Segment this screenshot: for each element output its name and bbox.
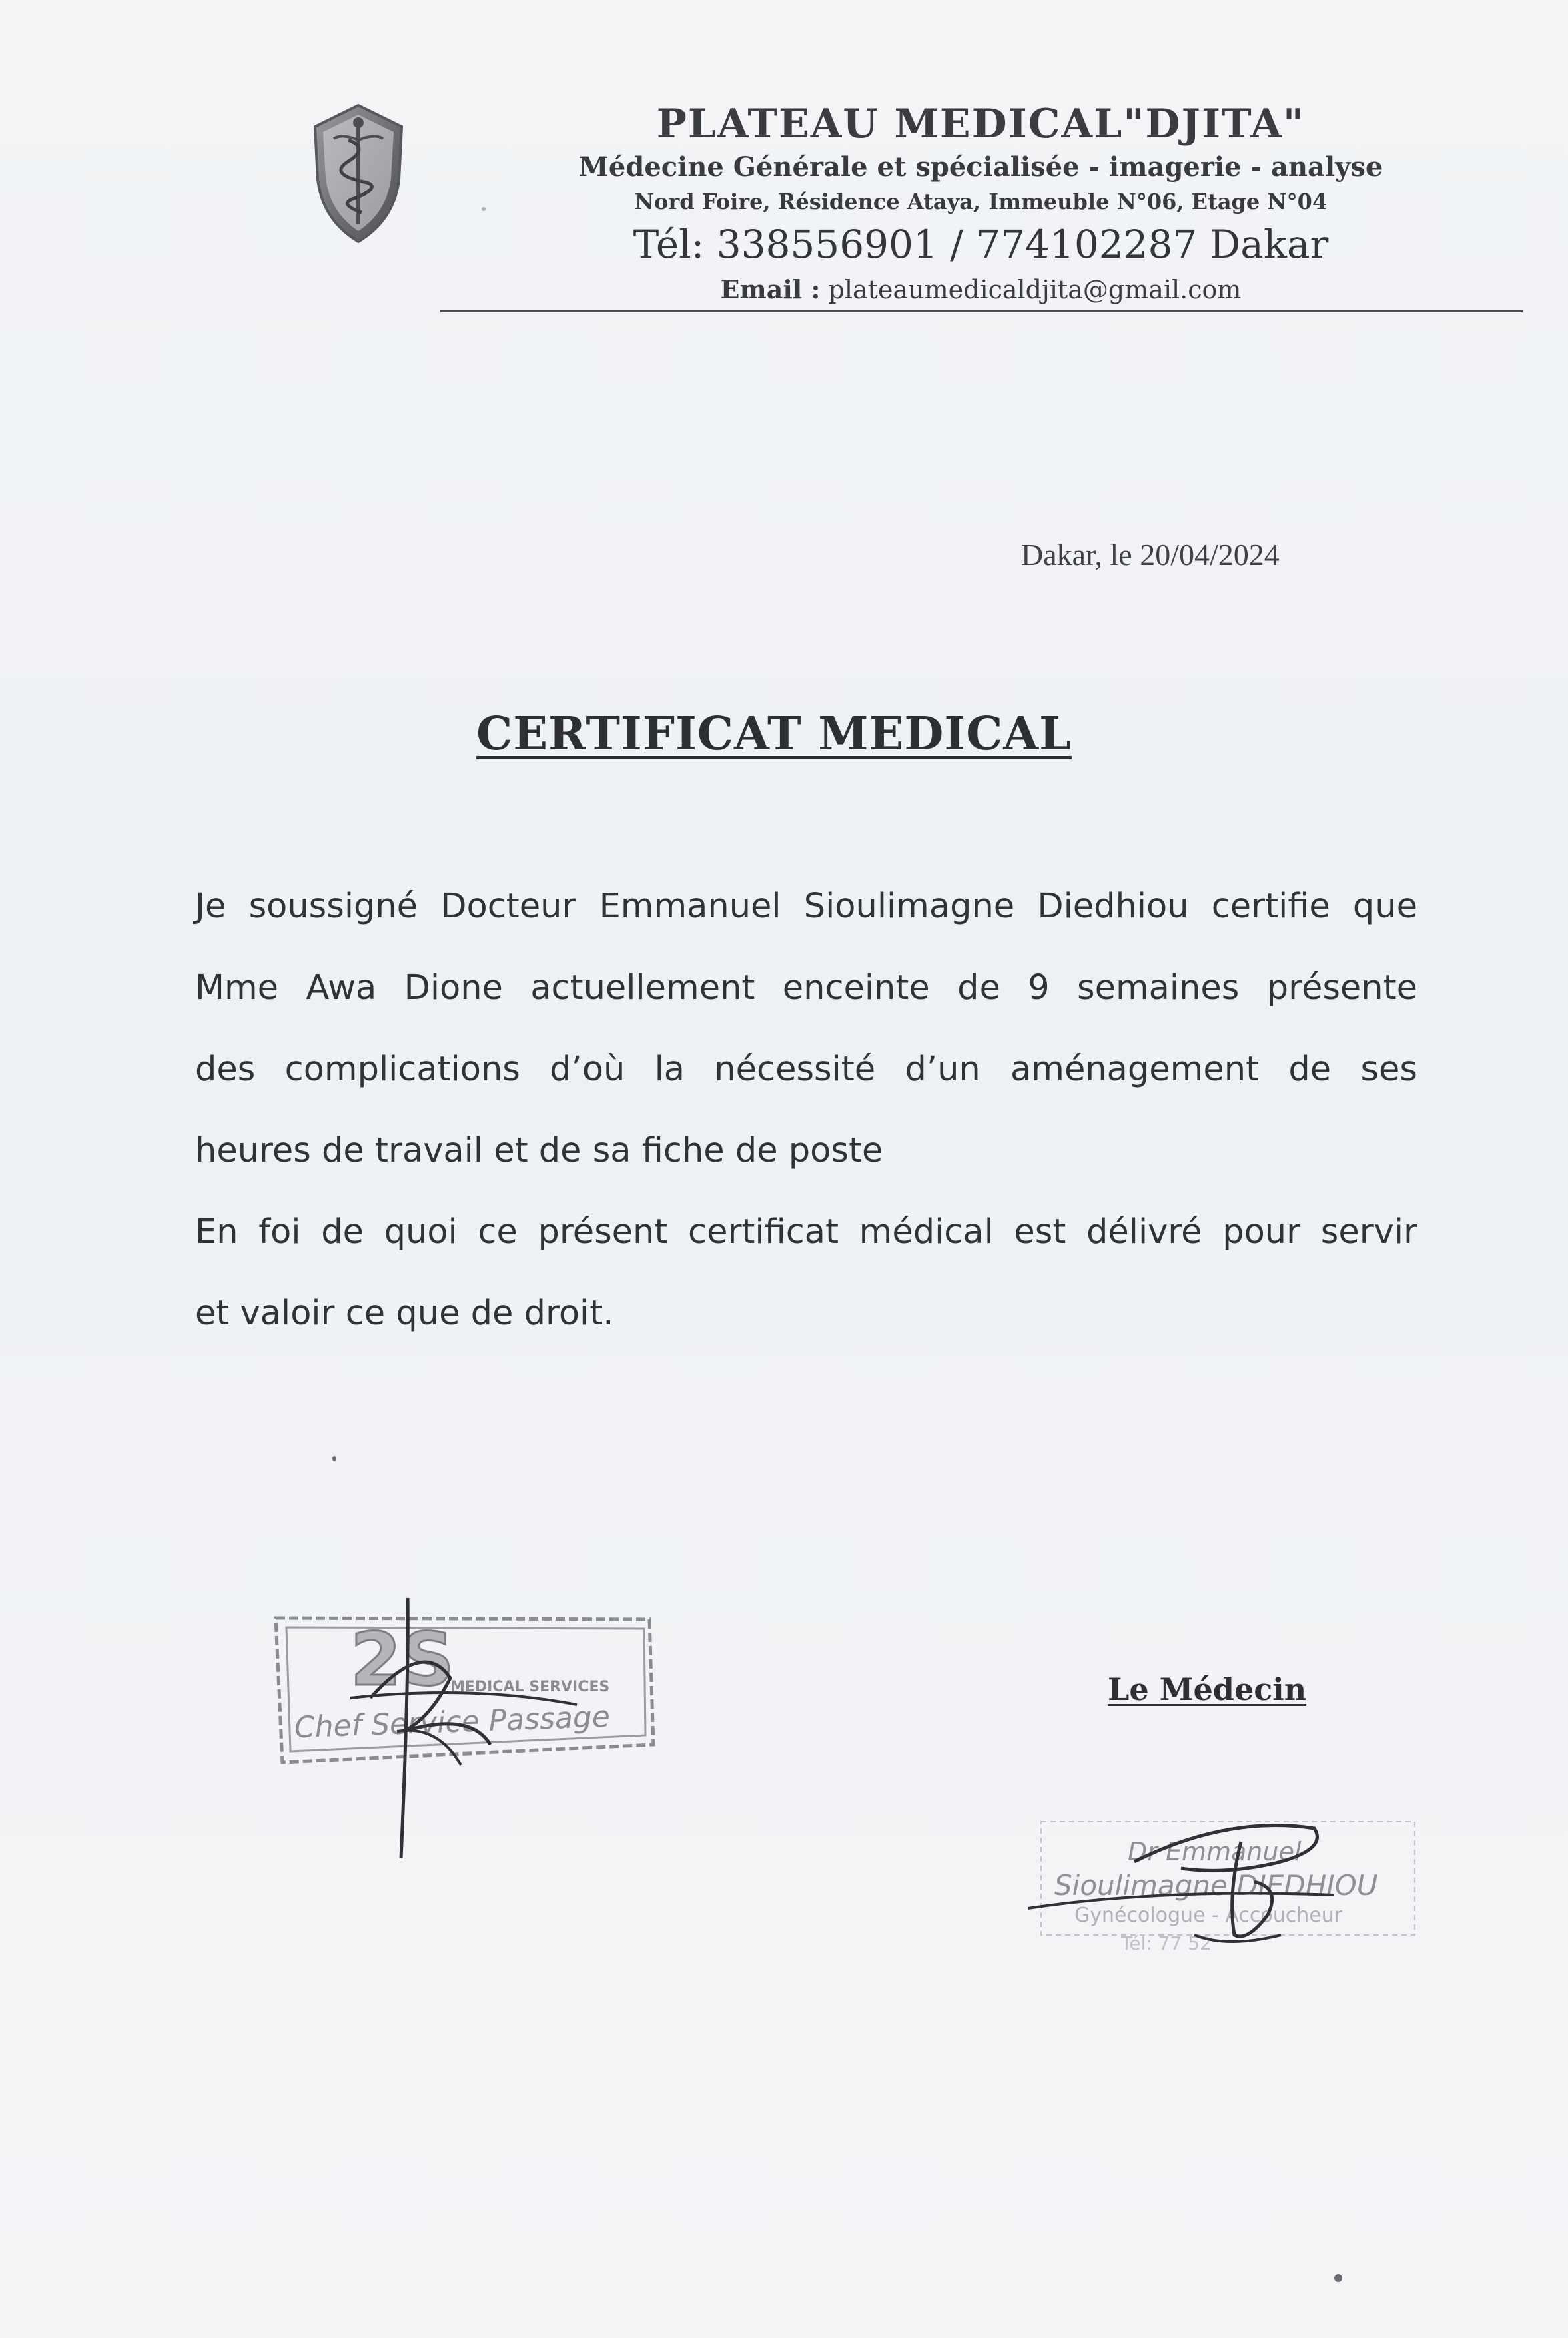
stamp-doctor-line-4: Tél: 77 52 xyxy=(1121,1932,1212,1954)
clinic-email[interactable]: plateaumedicaldjita@gmail.com xyxy=(828,275,1242,304)
body-line-4: heures de travail et de sa fiche de poste xyxy=(195,1131,883,1170)
header-divider xyxy=(440,310,1523,312)
doctor-label: Le Médecin xyxy=(1108,1671,1307,1707)
stamp-subtext: MEDICAL SERVICES xyxy=(450,1679,610,1695)
clinic-specialties: Médecine Générale et spécialisée - imagerie - analyse xyxy=(578,151,1383,183)
clinic-email-line xyxy=(440,272,1521,307)
caduceus-shield-icon xyxy=(308,100,408,247)
stamp-caption: Chef Service Passage xyxy=(294,1699,611,1745)
clinic-name: PLATEAU MEDICAL"DJITA" xyxy=(656,101,1306,147)
place-date: Dakar, le 20/04/2024 xyxy=(1021,538,1280,572)
clinic-address: Nord Foire, Résidence Ataya, Immeuble N°06, Etage N°04 xyxy=(634,189,1328,214)
stamp-doctor-line-1: Dr Emmanuel xyxy=(1128,1837,1302,1866)
stamp-logo-text: 2S xyxy=(350,1617,454,1702)
letterhead xyxy=(440,100,1521,307)
body-line-3: des complications d’où la nécessité d’un aménagement de ses xyxy=(195,1050,1417,1089)
certificate-body xyxy=(195,874,1417,1362)
body-line-1: Je soussigné Docteur Emmanuel Sioulimagne Diedhiou certifie que xyxy=(195,887,1417,926)
clinic-phone: Tél: 338556901 / 774102287 Dakar xyxy=(633,222,1329,267)
paper-speck xyxy=(482,207,486,211)
doctor-stamp xyxy=(1028,1802,1428,1975)
stamp-doctor-line-3: Gynécologue - Accoucheur xyxy=(1074,1904,1343,1927)
body-line-2: Mme Awa Dione actuellement enceinte de 9 semaines présente xyxy=(195,968,1417,1008)
paper-speck xyxy=(332,1456,336,1461)
body-line-5: En foi de quoi ce présent certificat médical est délivré pour servir xyxy=(195,1212,1417,1252)
service-stamp xyxy=(270,1598,671,1865)
stamp-doctor-line-2: Sioulimagne DIEDHIOU xyxy=(1054,1869,1378,1902)
paper-speck xyxy=(1334,2274,1342,2282)
email-label: Email : xyxy=(720,274,821,304)
document-title: CERTIFICAT MEDICAL xyxy=(476,707,1072,761)
body-line-6: et valoir ce que de droit. xyxy=(195,1294,614,1333)
